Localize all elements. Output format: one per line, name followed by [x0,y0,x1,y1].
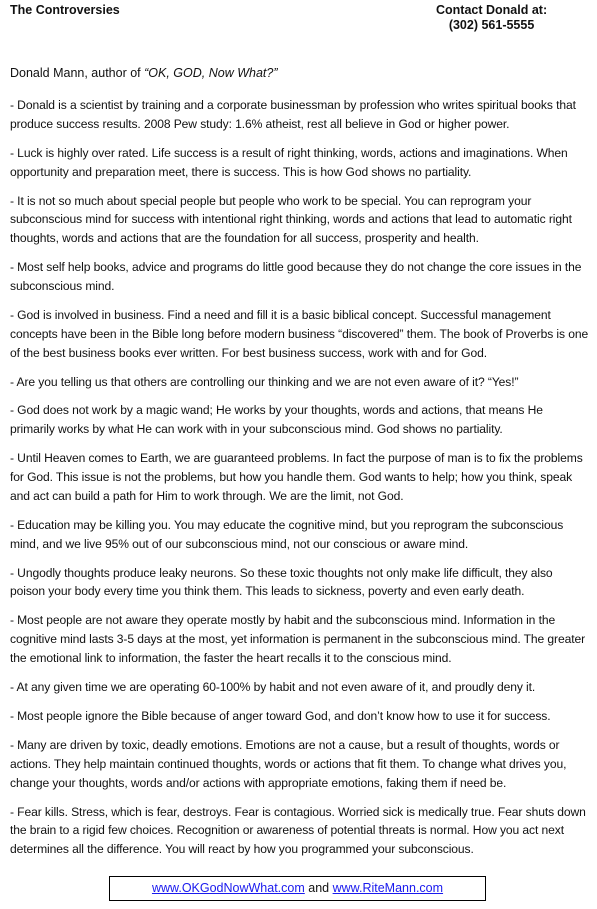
talking-point: - Most people ignore the Bible because of anger toward God, and don’t know how to use it for success. [10,708,551,723]
talking-point: - God does not work by a magic wand; He works by your thoughts, words and actions, that means He primarily works by what He can work with in your subconscious mind. God shows no partiality. [10,403,543,437]
okgodnowwhat-link[interactable]: www.OKGodNowWhat.com [151,881,305,895]
talking-point: - Until Heaven comes to Earth, we are guaranteed problems. In fact the purpose of man is to fix the problems for God. This issue is not the problems, but how you handle them. God wants to help; how you think, speak and act can build a path for Him to work through. We are the limit, not God. [10,451,583,503]
contact-block [436,3,547,33]
contact-phone: (302) 561-5555 [448,18,535,32]
book-title: “OK, GOD, Now What?” [144,66,278,80]
contact-label: Contact Donald at: [436,3,548,17]
page-title: The Controversies [10,3,120,17]
author-prefix: Donald Mann, author of [10,66,145,80]
talking-point: - God is involved in business. Find a need and fill it is a basic biblical concept. Successful management concepts have been in the Bible long before modern business “discovered” them. The book of Proverbs is one of the best business books ever written. For best business success, work with and for God. [10,307,589,360]
talking-point: - Fear kills. Stress, which is fear, destroys. Fear is contagious. Worried sick is medically true. Fear shuts down the brain to a rigid few choices. Recognition or awareness of potential threats is normal. How you act next determines all the difference. You will react by how you programmed your subconscious. [10,804,586,857]
talking-point: - Are you telling us that others are controlling our thinking and we are not even aware of it? “Yes!” [10,374,519,389]
talking-point: - Many are driven by toxic, deadly emotions. Emotions are not a cause, but a result of thoughts, words or actions. They help maintain continued thoughts, words or actions that fit them. To change what drives you, change your thoughts, words and/or actions with appropriate emotions, faking them if need be. [10,737,567,790]
talking-point: - Most self help books, advice and programs do little good because they do not change the core issues in the subconscious mind. [10,260,582,293]
talking-point: - It is not so much about special people but people who work to be special. You can reprogram your subconscious mind for success with intentional right thinking, words and actions that lead to automatic right thoughts, words and actions that are the foundation for all success, prosperity and health. [10,193,572,246]
talking-point: - Donald is a scientist by training and a corporate businessman by profession who writes spiritual books that produce success results. 2008 Pew study: 1.6% atheist, rest all believe in God or higher power. [10,98,576,131]
author-line [10,66,277,80]
talking-points [10,96,590,869]
talking-point: - At any given time we are operating 60-100% by habit and not even aware of it, and proudly deny it. [10,679,536,694]
ritemann-link[interactable]: www.RiteMann.com [332,881,444,895]
talking-point: - Luck is highly over rated. Life success is a result of right thinking, words, actions and imaginations. When opportunity and preparation meet, there is success. This is how God shows no partiality. [10,145,568,179]
talking-point: - Education may be killing you. You may educate the cognitive mind, but you reprogram the subconscious mind, and we live 95% out of our subconscious mind, not our conscious or aware mind. [10,517,564,551]
website-links-box [109,876,486,901]
talking-point: - Ungodly thoughts produce leaky neurons. So these toxic thoughts not only make life difficult, they also poison your body every time you think them. This leads to sickness, poverty and even early death. [10,565,553,599]
links-joiner: and [304,881,333,895]
talking-point: - Most people are not aware they operate mostly by habit and the subconscious mind. Information in the cognitive mind lasts 3-5 days at the most, yet information is permanent in the subconscious mind. The greater the emotional link to information, the faster the heart recalls it to the conscious mind. [10,613,586,665]
